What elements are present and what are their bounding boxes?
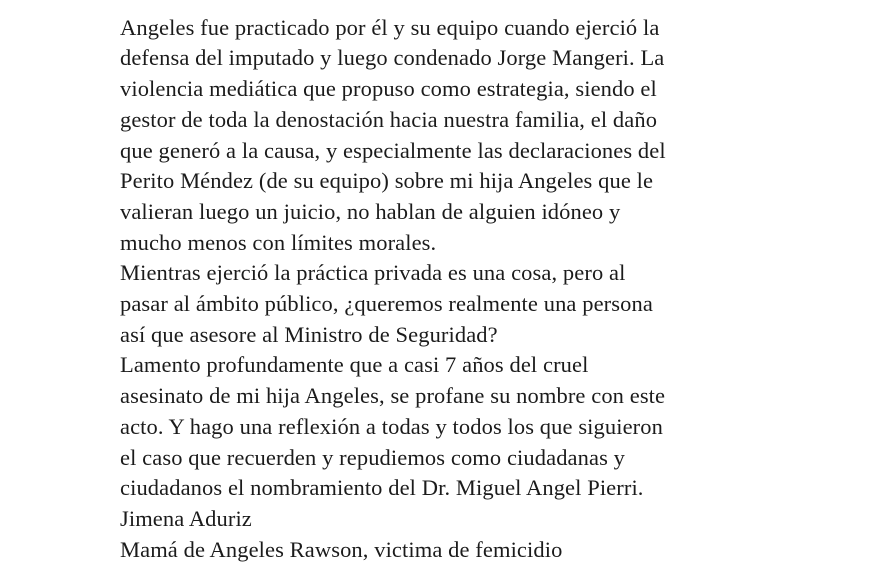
letter-line: pasar al ámbito público, ¿queremos realmente una persona [120,291,653,317]
letter-line: defensa del imputado y luego condenado Jorge Mangeri. La [120,45,665,71]
letter-body [120,0,760,565]
letter-line: acto. Y hago una reflexión a todas y todos los que siguieron [120,413,663,439]
letter-line: Angeles fue practicado por él y su equipo cuando ejerció la [120,14,660,40]
letter-line: Perito Méndez (de su equipo) sobre mi hija Angeles que le [120,168,654,194]
letter-line: valieran luego un juicio, no hablan de alguien idóneo y [120,198,621,224]
letter-line: que generó a la causa, y especialmente las declaraciones del [120,137,666,163]
letter-line: así que asesore al Ministro de Seguridad? [120,321,498,347]
letter-line: Lamento profundamente que a casi 7 años del cruel [120,352,589,378]
signature-title: Mamá de Angeles Rawson, victima de femicidio [120,536,563,562]
letter-line: el caso que recuerden y repudiemos como ciudadanas y [120,444,626,470]
signature-name: Jimena Aduriz [120,505,252,531]
letter-line: gestor de toda la denostación hacia nuestra familia, el daño [120,106,658,132]
letter-line: ciudadanos el nombramiento del Dr. Miguel Angel Pierri. [120,475,644,501]
letter-line: mucho menos con límites morales. [120,229,437,255]
letter-line: violencia mediática que propuso como estrategia, siendo el [120,76,657,102]
letter-line: asesinato de mi hija Angeles, se profane su nombre con este [120,383,666,409]
letter-line: Mientras ejerció la práctica privada es una cosa, pero al [120,260,626,286]
letter-line-cut [120,0,760,13]
